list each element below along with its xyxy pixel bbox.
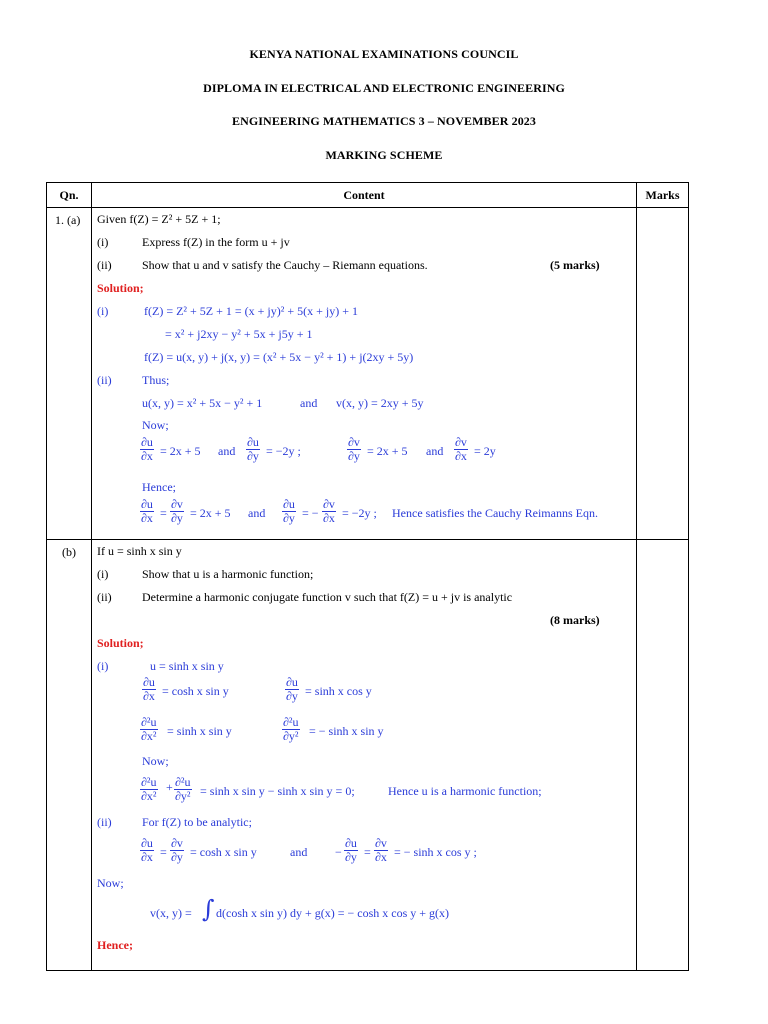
table-row-q1a	[47, 208, 689, 540]
fraction-numerator: ∂u	[345, 836, 357, 850]
solution-ii-label: (ii)	[97, 373, 112, 387]
marks-allocation: (8 marks)	[550, 613, 600, 627]
partial-fraction	[347, 436, 361, 463]
partial-fraction	[454, 436, 468, 463]
part-i-text: Express f(Z) in the form u + jv	[142, 235, 290, 249]
fraction-numerator: ∂u	[141, 435, 153, 449]
fraction-denominator: ∂y	[283, 511, 295, 525]
fraction-numerator: ∂v	[171, 497, 183, 511]
content-cell-1a	[92, 208, 636, 539]
partial-fraction	[174, 776, 192, 803]
and-text: and	[300, 396, 318, 410]
col-header-qn: Qn.	[47, 183, 92, 208]
solution-heading: Solution;	[97, 636, 144, 650]
col-header-content: Content	[92, 183, 637, 208]
fraction-denominator: ∂x²	[141, 789, 157, 803]
equation-result: = 2x + 5	[160, 444, 201, 458]
u-expression: u(x, y) = x² + 5x − y² + 1	[142, 396, 263, 410]
fraction-denominator: ∂x	[375, 850, 387, 864]
fraction-numerator: ∂u	[143, 675, 155, 689]
hence-text: Hence;	[142, 480, 176, 494]
minus-sign: −	[335, 845, 342, 859]
fraction-numerator: ∂v	[323, 497, 335, 511]
fraction-denominator: ∂y	[348, 449, 360, 463]
hence-text: Hence;	[97, 938, 133, 952]
fraction-numerator: ∂²u	[283, 715, 299, 729]
fraction-denominator: ∂x²	[141, 729, 157, 743]
fraction-denominator: ∂x	[455, 449, 467, 463]
partial-fraction	[285, 676, 299, 703]
fraction-denominator: ∂x	[323, 511, 335, 525]
now-text: Now;	[97, 876, 124, 890]
fraction-numerator: ∂u	[141, 497, 153, 511]
equation-result: = 2x + 5	[367, 444, 408, 458]
equation-line: f(Z) = u(x, y) + j(x, y) = (x² + 5x − y² + 1) + j(2xy + 5y)	[144, 350, 414, 364]
part-i-label: (i)	[97, 567, 109, 581]
partial-fraction	[322, 498, 336, 525]
integral-sign: ∫	[202, 895, 215, 923]
col-header-marks: Marks	[637, 183, 689, 208]
equation-result: = −2y ;	[342, 506, 377, 520]
v-lhs: v(x, y) =	[150, 906, 192, 920]
partial-fraction	[170, 498, 184, 525]
qn-label-1b: (b)	[62, 545, 76, 559]
conclusion-text: Hence satisfies the Cauchy Reimanns Eqn.	[392, 506, 598, 520]
header-paper: ENGINEERING MATHEMATICS 3 – NOVEMBER 2023	[231, 114, 536, 128]
conclusion-text: Hence u is a harmonic function;	[388, 784, 542, 798]
header-council: KENYA NATIONAL EXAMINATIONS COUNCIL	[249, 47, 519, 61]
equation-result: = cosh x sin y	[162, 684, 229, 698]
solution-heading: Solution;	[97, 281, 144, 295]
part-ii-text: Determine a harmonic conjugate function v such that f(Z) = u + jv is analytic	[142, 590, 513, 604]
equation-line: f(Z) = Z² + 5Z + 1 = (x + jy)² + 5(x + jy) + 1	[144, 304, 358, 318]
partial-fraction	[282, 498, 296, 525]
fraction-denominator: ∂x	[141, 511, 153, 525]
v-expression: v(x, y) = 2xy + 5y	[336, 396, 424, 410]
now-text: Now;	[142, 754, 169, 768]
equation-result: = 2y	[474, 444, 496, 458]
marks-allocation: (5 marks)	[550, 258, 600, 272]
part-i-text: Show that u is a harmonic function;	[142, 567, 314, 581]
equals-sign: =	[160, 506, 167, 520]
fraction-numerator: ∂u	[141, 836, 153, 850]
header-marking-scheme: MARKING SCHEME	[325, 148, 443, 162]
table-row-q1b	[47, 540, 689, 971]
part-i-label: (i)	[97, 235, 109, 249]
partial-fraction	[282, 716, 300, 743]
equation-result: = − sinh x cos y ;	[394, 845, 477, 859]
partial-fraction	[246, 436, 260, 463]
equals-sign: =	[160, 845, 167, 859]
equation-result: = cosh x sin y	[190, 845, 257, 859]
equation-result: = sinh x sin y	[167, 724, 232, 738]
partial-fraction	[374, 837, 388, 864]
fraction-denominator: ∂y	[171, 511, 183, 525]
solution-i-label: (i)	[97, 304, 109, 318]
equation-result: = sinh x cos y	[305, 684, 372, 698]
header-diploma: DIPLOMA IN ELECTRICAL AND ELECTRONIC ENGINEERING	[203, 81, 565, 95]
and-text: and	[218, 444, 236, 458]
plus-sign: +	[166, 780, 173, 794]
fraction-numerator: ∂v	[455, 435, 467, 449]
fraction-denominator: ∂x	[141, 850, 153, 864]
fraction-denominator: ∂x	[141, 449, 153, 463]
fraction-denominator: ∂y	[171, 850, 183, 864]
fraction-numerator: ∂u	[283, 497, 295, 511]
thus-text: Thus;	[142, 373, 170, 387]
table-header-row	[47, 183, 689, 208]
fraction-denominator: ∂y	[345, 850, 357, 864]
partial-fraction	[142, 676, 156, 703]
and-text: and	[290, 845, 308, 859]
solution-ii-label: (ii)	[97, 815, 112, 829]
fraction-numerator: ∂²u	[141, 775, 157, 789]
and-text: and	[426, 444, 444, 458]
part-ii-label: (ii)	[97, 590, 112, 604]
now-text: Now;	[142, 418, 169, 432]
partial-fraction	[344, 837, 358, 864]
qn-label-1a: 1. (a)	[55, 213, 81, 227]
solution-i-label: (i)	[97, 659, 109, 673]
partial-fraction	[140, 837, 154, 864]
fraction-denominator: ∂y	[286, 689, 298, 703]
fraction-denominator: ∂y	[247, 449, 259, 463]
partial-fraction	[140, 436, 154, 463]
analytic-text: For f(Z) to be analytic;	[142, 815, 252, 829]
fraction-numerator: ∂v	[375, 836, 387, 850]
fraction-numerator: ∂u	[247, 435, 259, 449]
equation-result: = sinh x sin y − sinh x sin y = 0;	[200, 784, 355, 798]
marking-scheme-table	[46, 182, 689, 971]
equation-result: = −2y ;	[266, 444, 301, 458]
and-text: and	[248, 506, 266, 520]
equation-result: = − sinh x sin y	[309, 724, 384, 738]
given-text: Given f(Z) = Z² + 5Z + 1;	[97, 212, 221, 226]
fraction-numerator: ∂²u	[141, 715, 157, 729]
fraction-numerator: ∂v	[171, 836, 183, 850]
partial-fraction	[140, 498, 154, 525]
v-rhs: d(cosh x sin y) dy + g(x) = − cosh x cos y + g(x)	[216, 906, 450, 920]
equals-sign: =	[364, 845, 371, 859]
content-cell-1b	[92, 540, 636, 970]
if-statement: If u = sinh x sin y	[97, 544, 182, 558]
fraction-numerator: ∂v	[348, 435, 360, 449]
fraction-denominator: ∂x	[143, 689, 155, 703]
equals-minus: = −	[302, 506, 319, 520]
part-ii-text: Show that u and v satisfy the Cauchy – Riemann equations.	[142, 258, 428, 272]
fraction-denominator: ∂y²	[175, 789, 191, 803]
fraction-numerator: ∂²u	[175, 775, 191, 789]
equation-result: = 2x + 5	[190, 506, 231, 520]
fraction-numerator: ∂u	[286, 675, 298, 689]
partial-fraction	[170, 837, 184, 864]
equation-line: = x² + j2xy − y² + 5x + j5y + 1	[165, 327, 313, 341]
fraction-denominator: ∂y²	[283, 729, 299, 743]
partial-fraction	[140, 776, 158, 803]
part-ii-label: (ii)	[97, 258, 112, 272]
partial-fraction	[140, 716, 158, 743]
u-definition: u = sinh x sin y	[150, 659, 224, 673]
